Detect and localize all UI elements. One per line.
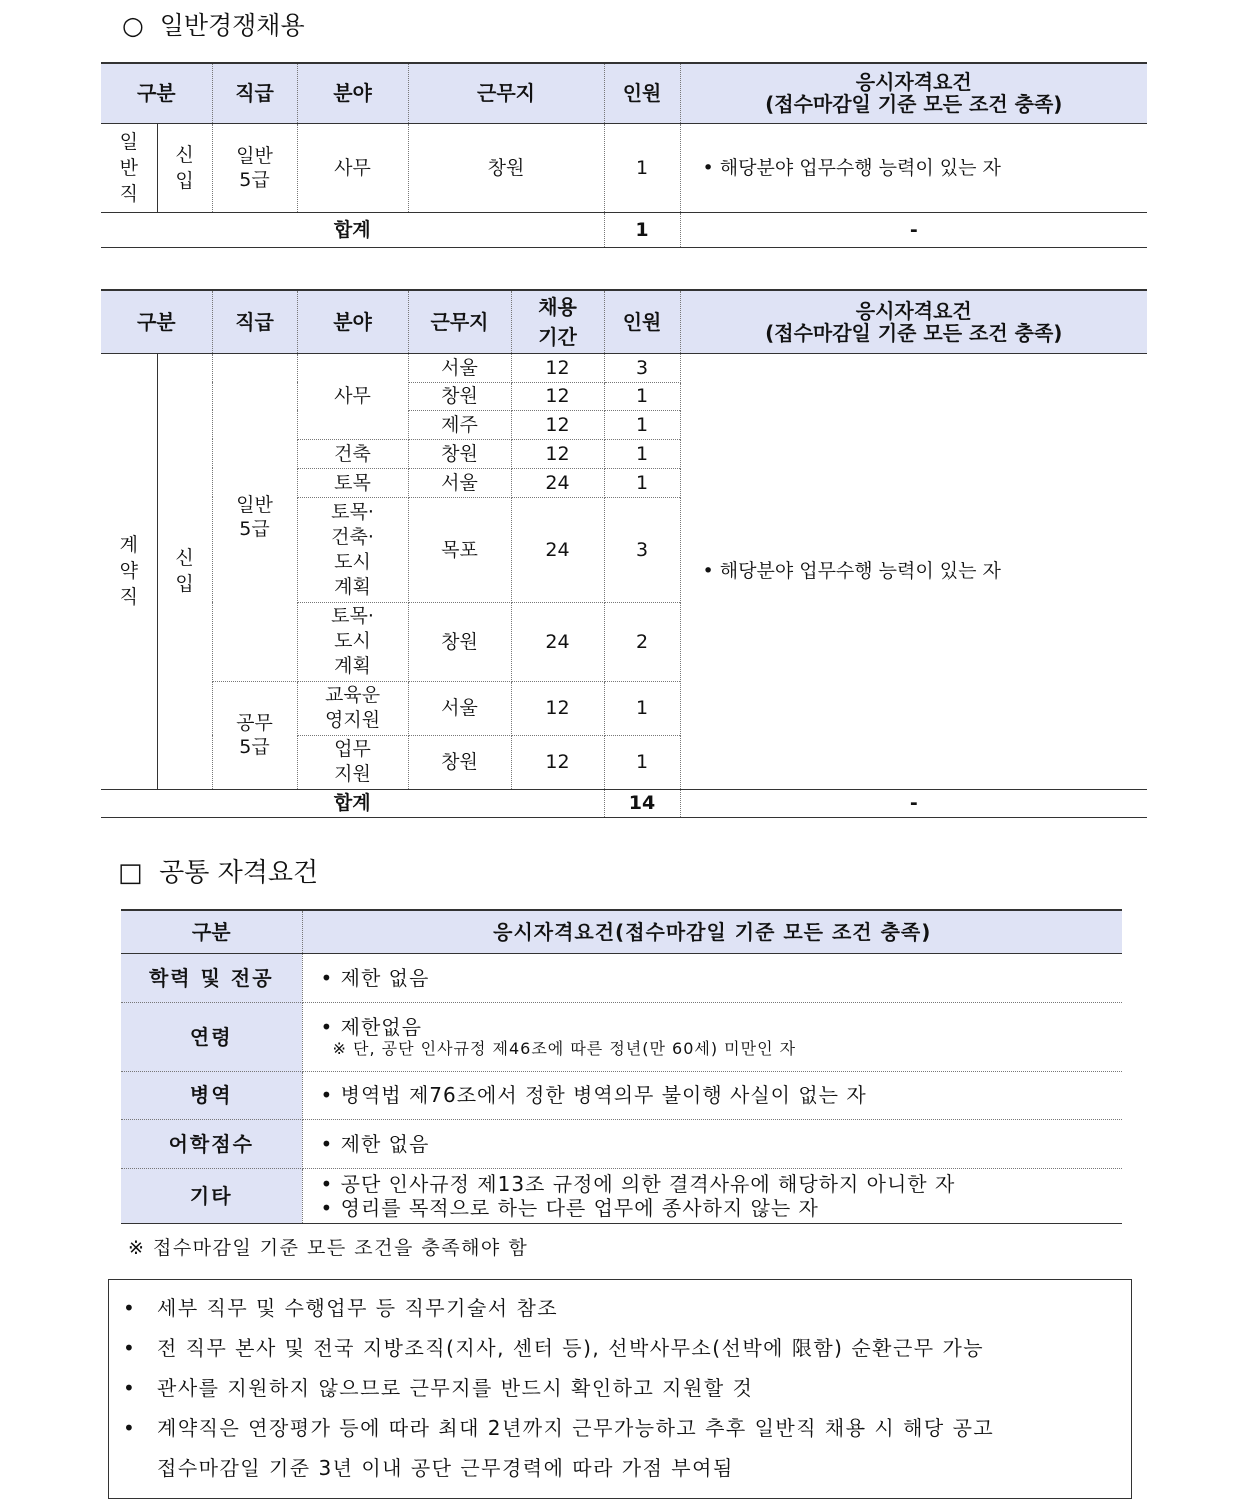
location: 창원 <box>408 439 511 468</box>
notice-item: • 계약직은 연장평가 등에 따라 최대 2년까지 근무가능하고 추후 일반직 채용 시 해당 공고 접수마감일 기준 3년 이내 공단 근무경력에 따라 가점 부여됨 <box>157 1408 1131 1488</box>
count: 1 <box>604 735 680 789</box>
count: 1 <box>604 382 680 410</box>
location: 창원 <box>408 123 604 212</box>
requirement-line: • 제한 없음 <box>320 1131 430 1156</box>
count: 1 <box>604 123 680 212</box>
job-type: 계 약 직 <box>101 353 157 789</box>
table-row <box>121 1002 1122 1071</box>
requirement-line: • 제한 없음 <box>320 965 430 990</box>
field: 토목· 도시 계획 <box>297 602 408 681</box>
contract-hiring-table <box>101 289 1147 818</box>
header-field: 분야 <box>297 290 408 353</box>
header-field: 분야 <box>297 63 408 123</box>
requirement-category: 병역 <box>121 1071 302 1119</box>
common-requirements-table <box>121 909 1122 1224</box>
notice-item: • 관사를 지원하지 않으므로 근무지를 반드시 확인하고 지원할 것 <box>157 1368 1131 1408</box>
notice-item: • 전 직무 본사 및 전국 지방조직(지사, 센터 등), 선박사무소(선박에 限함) 순환근무 가능 <box>157 1328 1131 1368</box>
count: 3 <box>604 353 680 382</box>
hire-kind: 신 입 <box>157 123 212 212</box>
requirement-subnote: ※ 단, 공단 인사규정 제46조에 따른 정년(만 60세) 미만인 자 <box>332 1038 797 1058</box>
period: 12 <box>511 439 604 468</box>
period: 24 <box>511 468 604 497</box>
grade-general-5: 일반 5급 <box>212 353 297 681</box>
notice-item: • 세부 직무 및 수행업무 등 직무기술서 참조 <box>157 1288 1131 1328</box>
requirement-category: 연령 <box>121 1002 302 1071</box>
count: 1 <box>604 468 680 497</box>
total-row <box>101 789 1147 817</box>
field: 토목 <box>297 468 408 497</box>
location: 서울 <box>408 468 511 497</box>
header-category: 구분 <box>121 910 302 953</box>
count: 3 <box>604 497 680 602</box>
hire-kind: 신 입 <box>157 353 212 789</box>
header-count: 인원 <box>604 63 680 123</box>
count: 2 <box>604 602 680 681</box>
header-count: 인원 <box>604 290 680 353</box>
period: 12 <box>511 353 604 382</box>
count: 1 <box>604 681 680 735</box>
requirement-line: • 영리를 목적으로 하는 다른 업무에 종사하지 않는 자 <box>320 1195 819 1220</box>
header-requirements <box>680 290 1147 353</box>
header-req-line2: (접수마감일 기준 모든 조건 충족) <box>765 320 1063 345</box>
count: 1 <box>604 439 680 468</box>
location: 창원 <box>408 735 511 789</box>
requirement-category: 학력 및 전공 <box>121 953 302 1002</box>
grade: 일반 5급 <box>212 123 297 212</box>
field: 건축 <box>297 439 408 468</box>
table-row <box>121 953 1122 1002</box>
table-row <box>121 1119 1122 1168</box>
job-type: 일 반 직 <box>101 123 157 212</box>
location: 서울 <box>408 353 511 382</box>
total-req: - <box>680 212 1147 247</box>
field: 사무 <box>297 123 408 212</box>
requirement-value <box>302 1119 1122 1168</box>
field: 토목· 건축· 도시 계획 <box>297 497 408 602</box>
header-requirements <box>680 63 1147 123</box>
period: 12 <box>511 410 604 439</box>
header-period: 채용 기간 <box>511 290 604 353</box>
requirement-category: 기타 <box>121 1168 302 1223</box>
total-label: 합계 <box>101 212 604 247</box>
period: 24 <box>511 602 604 681</box>
header-location: 근무지 <box>408 290 511 353</box>
requirement: • 해당분야 업무수행 능력이 있는 자 <box>680 353 1147 789</box>
location: 목포 <box>408 497 511 602</box>
requirement-category: 어학점수 <box>121 1119 302 1168</box>
table-row <box>121 1071 1122 1119</box>
requirement-line: • 제한없음 <box>320 1014 422 1039</box>
total-count: 1 <box>604 212 680 247</box>
header-category: 구분 <box>101 63 212 123</box>
total-count: 14 <box>604 789 680 817</box>
table-row <box>121 1168 1122 1223</box>
general-hiring-table <box>101 62 1147 248</box>
notice-box <box>108 1279 1132 1499</box>
period: 12 <box>511 735 604 789</box>
requirement-value <box>302 1002 1122 1071</box>
header-req-line1: 응시자격요건 <box>855 70 972 95</box>
count: 1 <box>604 410 680 439</box>
location: 창원 <box>408 382 511 410</box>
header-grade: 직급 <box>212 290 297 353</box>
period: 12 <box>511 382 604 410</box>
field: 교육운 영지원 <box>297 681 408 735</box>
period: 24 <box>511 497 604 602</box>
field: 사무 <box>297 353 408 439</box>
location: 창원 <box>408 602 511 681</box>
header-requirements: 응시자격요건(접수마감일 기준 모든 조건 충족) <box>302 910 1122 953</box>
requirement-line: • 병역법 제76조에서 정한 병역의무 불이행 사실이 없는 자 <box>320 1083 867 1107</box>
requirement-line: • 공단 인사규정 제13조 규정에 의한 결격사유에 해당하지 아니한 자 <box>320 1171 956 1196</box>
total-req: - <box>680 789 1147 817</box>
header-category: 구분 <box>101 290 212 353</box>
footnote: ※ 접수마감일 기준 모든 조건을 충족해야 함 <box>128 1237 529 1259</box>
field: 업무 지원 <box>297 735 408 789</box>
grade-public-5: 공무 5급 <box>212 681 297 789</box>
header-req-line1: 응시자격요건 <box>855 298 972 323</box>
header-location: 근무지 <box>408 63 604 123</box>
requirement: • 해당분야 업무수행 능력이 있는 자 <box>680 123 1147 212</box>
table-row <box>101 353 1147 382</box>
requirement-value <box>302 1071 1122 1119</box>
section-title-common: □ 공통 자격요건 <box>118 858 319 888</box>
requirement-value <box>302 1168 1122 1223</box>
location: 서울 <box>408 681 511 735</box>
header-req-line2: (접수마감일 기준 모든 조건 충족) <box>765 92 1063 117</box>
total-label: 합계 <box>101 789 604 817</box>
header-grade: 직급 <box>212 63 297 123</box>
location: 제주 <box>408 410 511 439</box>
requirement-value <box>302 953 1122 1002</box>
period: 12 <box>511 681 604 735</box>
section-title-general: ○ 일반경쟁채용 <box>122 11 305 40</box>
